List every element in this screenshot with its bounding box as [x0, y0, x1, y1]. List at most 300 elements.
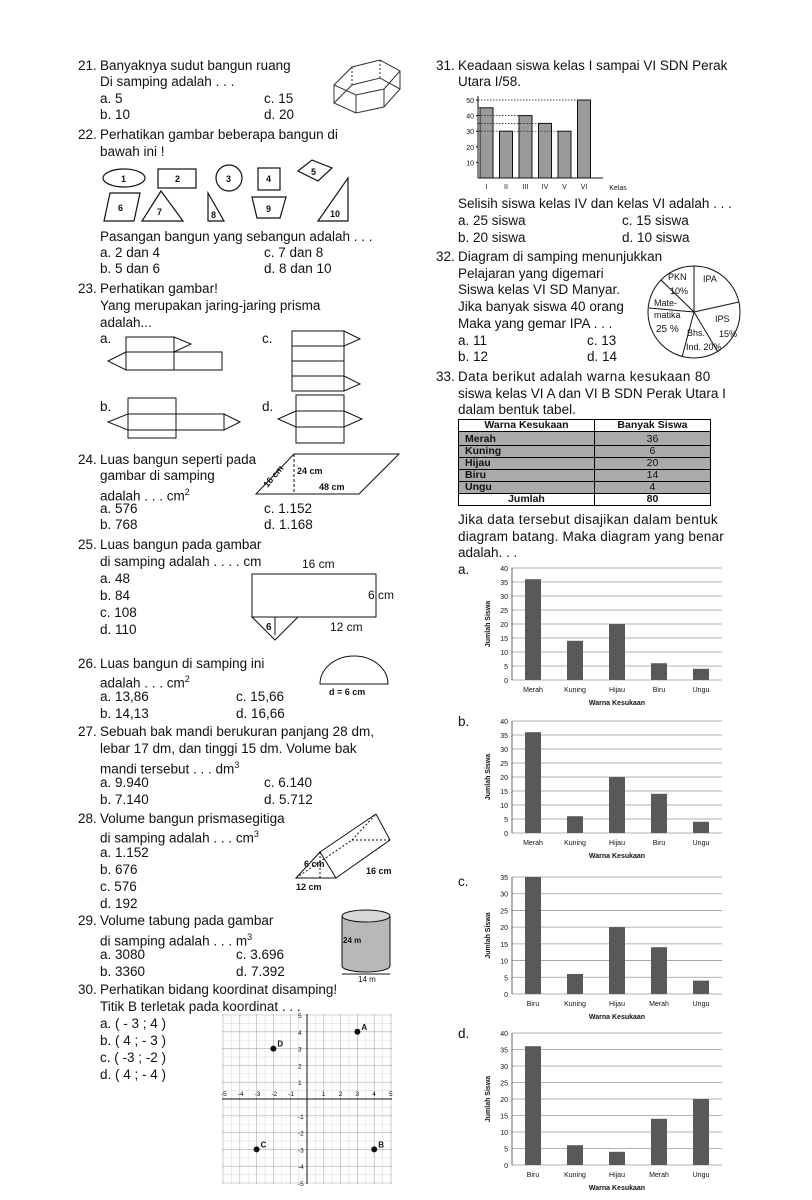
q23-text-2: Yang merupakan jaring-jaring prisma [100, 298, 321, 313]
q21-text-1: Banyaknya sudut bangun ruang [100, 58, 291, 73]
q24-option-c: c. 1.152 [264, 501, 313, 516]
q33-option-c-label: c. [458, 874, 469, 889]
q30-text-2: Titik B terletak pada koordinat . . . [100, 999, 301, 1014]
subject-pie-chart [646, 262, 746, 362]
q29-option-a: a. 3080 [100, 947, 146, 962]
x-tick-label: Ungu [692, 1172, 710, 1179]
q25-option-b: b. 84 [100, 588, 131, 603]
x-axis-label: Warna Kesukaan [588, 1014, 646, 1021]
q27-option-b: b. 7.140 [100, 792, 149, 807]
y-axis-label: Jumlah Siswa [485, 753, 492, 801]
x-tick-label: Merah [649, 1172, 669, 1179]
q26-option-b: b. 14,13 [100, 706, 149, 721]
shape-label-8: 8 [211, 210, 217, 220]
q31-option-c: c. 15 siswa [622, 213, 689, 228]
q26-option-c: c. 15,66 [236, 689, 285, 704]
x-tick-label: Hijau [609, 840, 625, 847]
q28-option-d: d. 192 [100, 896, 138, 911]
table-row [459, 446, 711, 458]
q32-number: 32. [436, 249, 455, 264]
x-tick-label: 1 [321, 1091, 326, 1098]
q21-option-b: b. 10 [100, 107, 131, 122]
q28-fig-height-label: 6 cm [304, 859, 325, 869]
q28-fig-base-label: 12 cm [296, 882, 322, 892]
bar-kuning [567, 974, 583, 994]
bar-hijau [609, 927, 625, 994]
x-tick-label: III [522, 184, 529, 191]
q21-option-c: c. 15 [264, 91, 294, 106]
q27-text-1: Sebuah bak mandi berukuran panjang 28 dm, [100, 724, 374, 739]
x-tick-label: Biru [652, 687, 666, 694]
y-tick-label: 40 [500, 566, 508, 573]
x-tick-label: Kuning [564, 687, 586, 694]
q24-text-3: adalah . . . $cm^2$ [100, 487, 190, 504]
q28-number: 28. [78, 811, 97, 826]
q23-option-a: a. [100, 331, 112, 346]
y-tick-label: 30 [500, 594, 508, 601]
bar-ungu [693, 1099, 709, 1165]
q32-option-c: c. 13 [587, 333, 617, 348]
y-tick-label: 35 [500, 580, 508, 587]
q28-option-a: a. 1.152 [100, 845, 149, 860]
q31-option-d: d. 10 siswa [622, 230, 690, 245]
shape-label-7: 7 [157, 207, 163, 217]
q33-text-6: adalah. . . [458, 545, 518, 560]
q24-option-a: a. 576 [100, 501, 138, 516]
q31-text-2: Utara I/58. [458, 74, 522, 89]
shape-label-9: 9 [266, 204, 272, 214]
q30-text-1: Perhatikan bidang koordinat disamping! [100, 982, 338, 997]
y-tick-label: 25 [500, 1080, 508, 1088]
q28-fig-length-label: 16 cm [366, 866, 392, 876]
point-label-a: A [361, 1022, 368, 1032]
x-tick-label: Ungu [692, 687, 710, 694]
y-tick-label: 25 [500, 761, 508, 768]
q24-fig-base-label: 48 cm [319, 482, 345, 492]
pie-label-math-1: Mate- [654, 298, 678, 308]
y-tick-label: 4 [298, 1029, 302, 1037]
x-tick-label: Biru [652, 840, 666, 847]
q26-option-a: a. 13,86 [100, 689, 149, 704]
x-axis-label: Kelas [609, 185, 627, 192]
y-tick-label: 40 [500, 719, 508, 726]
q24-text-2: gambar di samping [100, 468, 215, 483]
net-figure-c [280, 328, 370, 394]
bar-kelas-III [519, 116, 532, 178]
q24-fig-slant-label: 16 cm [261, 463, 286, 490]
bar-kelas-VI [578, 100, 591, 178]
table-header-color: Warna Kesukaan [459, 420, 595, 432]
y-tick-label: 0 [504, 992, 508, 999]
q25-fig-side-label: 6 cm [368, 588, 395, 602]
class-bar-chart [458, 92, 648, 194]
bar-kuning [567, 816, 583, 833]
bar-kelas-IV [539, 123, 552, 178]
q33-text-1: Data berikut adalah warna kesukaan 80 [458, 369, 711, 384]
x-tick-label: Hijau [609, 1001, 625, 1008]
color-preference-table [458, 419, 711, 506]
x-tick-label: II [504, 184, 508, 191]
table-cell: Ungu [459, 482, 595, 494]
q25-number: 25. [78, 537, 97, 552]
table-cell: 4 [594, 482, 710, 494]
bar-merah [651, 947, 667, 994]
q25-option-c: c. 108 [100, 605, 137, 620]
q30-option-c: c. ( -3 ; -2 ) [100, 1050, 167, 1065]
q30-option-b: b. ( 4 ; - 3 ) [100, 1033, 167, 1048]
q29-number: 29. [78, 913, 97, 928]
x-tick-label: -2 [271, 1091, 278, 1098]
y-tick-label: -1 [298, 1113, 304, 1121]
q25-text-2: di samping adalah . . . . cm [100, 554, 262, 569]
q31-option-b: b. 20 siswa [458, 230, 526, 245]
y-tick-label: 25 [500, 608, 508, 615]
y-tick-label: 15 [500, 636, 508, 643]
bar-ungu [693, 822, 709, 833]
y-tick-label: 15 [500, 789, 508, 796]
q22-option-d: d. 8 dan 10 [264, 261, 332, 276]
net-figure-d [272, 392, 372, 446]
q33-number: 33. [436, 369, 455, 384]
triangular-prism-figure [290, 808, 410, 894]
x-tick-label: Kuning [564, 1001, 586, 1008]
y-tick-label: 2 [298, 1063, 302, 1071]
q31-text-3: Selisih siswa kelas IV dan kelas VI adalah . . . [458, 196, 732, 211]
table-header-row [459, 420, 711, 432]
q27-text-3: mandi tersebut . . . $dm^3$ [100, 760, 240, 777]
y-tick-label: -2 [298, 1130, 304, 1138]
q23-number: 23. [78, 281, 97, 296]
y-tick-label: -5 [298, 1181, 304, 1188]
y-tick-label: 20 [500, 622, 508, 629]
q27-text-2: lebar 17 dm, dan tinggi 15 dm. Volume bak [100, 741, 357, 756]
y-tick-label: 20 [500, 1097, 508, 1104]
q31-text-1: Keadaan siswa kelas I sampai VI SDN Perak [458, 58, 728, 73]
bar-merah [651, 1119, 667, 1165]
bar-merah [525, 579, 541, 680]
q28-option-c: c. 576 [100, 879, 137, 894]
pie-label-ind: Ind. 20% [686, 342, 722, 352]
point-label-d: D [277, 1039, 284, 1049]
q21-number: 21. [78, 58, 97, 73]
x-tick-label: Merah [523, 687, 543, 694]
hexagonal-prism-figure [322, 55, 414, 127]
x-tick-label: Hijau [609, 687, 625, 694]
table-total-row [459, 494, 711, 506]
q33-text-2: siswa kelas VI A dan VI B SDN Perak Utara I [458, 386, 726, 401]
bar-kuning [567, 641, 583, 680]
pie-label-bhs: Bhs. [687, 328, 706, 338]
y-tick-label: 5 [504, 817, 508, 824]
table-total-value: 80 [594, 494, 710, 506]
x-tick-label: -1 [288, 1091, 294, 1098]
table-header-count: Banyak Siswa [594, 420, 710, 432]
bar-biru [525, 877, 541, 994]
shape-label-1: 1 [121, 174, 127, 184]
q30-number: 30. [78, 982, 97, 997]
y-tick-label: 40 [500, 1031, 508, 1038]
q32-text-2: Pelajaran yang digemari [458, 266, 604, 281]
bar-hijau [609, 624, 625, 680]
bar-kelas-II [500, 131, 513, 178]
q28-text-1: Volume bangun prismasegitiga [100, 811, 285, 826]
x-tick-label: 5 [389, 1091, 393, 1098]
q25-fig-top-label: 16 cm [302, 557, 335, 571]
q22-option-c: c. 7 dan 8 [264, 245, 324, 260]
y-axis-label: Jumlah Siswa [485, 600, 492, 648]
table-row [459, 482, 711, 494]
q31-number: 31. [436, 58, 455, 73]
q22-text-2: bawah ini ! [100, 144, 165, 159]
table-row [459, 432, 711, 446]
y-tick-label: -3 [298, 1147, 304, 1155]
y-tick-label: -4 [298, 1164, 304, 1172]
shape-label-4: 4 [266, 174, 272, 184]
y-tick-label: 1 [298, 1080, 302, 1088]
q27-option-a: a. 9.940 [100, 775, 149, 790]
q21-option-a: a. 5 [100, 91, 123, 106]
q29-option-c: c. 3.696 [236, 947, 285, 962]
q23-text-3: adalah... [100, 315, 152, 330]
shape-label-10: 10 [330, 209, 341, 219]
x-tick-label: Merah [523, 840, 543, 847]
x-tick-label: Merah [649, 1001, 669, 1008]
x-tick-label: IV [541, 184, 549, 191]
point-b [371, 1146, 377, 1152]
y-tick-label: 30 [466, 129, 474, 137]
x-tick-label: Hijau [609, 1172, 625, 1179]
x-tick-label: -3 [254, 1091, 261, 1098]
q25-option-d: d. 110 [100, 622, 137, 637]
y-tick-label: 25 [500, 908, 508, 916]
y-axis-label: Jumlah Siswa [485, 1075, 492, 1123]
q30-option-d: d. ( 4 ; - 4 ) [100, 1067, 167, 1082]
x-tick-label: Kuning [564, 840, 586, 847]
q23-option-d: d. [262, 399, 274, 414]
net-figure-b [104, 395, 244, 441]
bar-kelas-V [558, 131, 571, 178]
composite-shape-figure [248, 555, 408, 645]
y-tick-label: 3 [298, 1046, 302, 1054]
q33-option-a-label: a. [458, 562, 470, 577]
table-cell: Kuning [459, 446, 595, 458]
pie-label-math-2: matika [654, 310, 681, 320]
option-b-bar-chart [478, 713, 728, 863]
table-row [459, 458, 711, 470]
q32-text-3: Siswa kelas VI SD Manyar. [458, 282, 621, 297]
q29-fig-diameter-label: 14 m [358, 975, 376, 984]
q24-fig-height-label: 24 cm [297, 466, 323, 476]
y-tick-label: 20 [500, 925, 508, 933]
q26-text-2: adalah . . . $cm^2$ [100, 674, 190, 691]
bar-ungu [693, 981, 709, 994]
q32-option-b: b. 12 [458, 349, 489, 364]
q29-option-b: b. 3360 [100, 964, 146, 979]
table-row [459, 470, 711, 482]
q25-option-a: a. 48 [100, 571, 131, 586]
x-tick-label: Biru [526, 1172, 540, 1179]
x-axis-label: Warna Kesukaan [588, 1185, 646, 1192]
cylinder-figure [338, 908, 398, 984]
x-tick-label: -4 [237, 1091, 244, 1098]
q27-option-c: c. 6.140 [264, 775, 313, 790]
q27-option-d: d. 5.712 [264, 792, 313, 807]
shapes-figure [100, 158, 360, 224]
q33-text-4: Jika data tersebut disajikan dalam bentuk [458, 512, 718, 527]
y-tick-label: 10 [500, 958, 508, 966]
q32-text-4: Jika banyak siswa 40 orang [458, 299, 624, 314]
table-cell: 6 [594, 446, 710, 458]
x-axis-label: Warna Kesukaan [588, 853, 646, 860]
y-axis-label: Jumlah Siswa [485, 912, 492, 959]
shape-label-6: 6 [118, 203, 124, 213]
q22-number: 22. [78, 127, 97, 142]
x-tick-label: VI [580, 184, 588, 191]
q27-number: 27. [78, 724, 97, 739]
q29-text-2: di samping adalah . . . $m^3$ [100, 932, 253, 949]
q29-text-1: Volume tabung pada gambar [100, 913, 274, 928]
q24-text-1: Luas bangun seperti pada [100, 452, 257, 467]
table-cell: 36 [594, 432, 710, 446]
y-tick-label: 0 [504, 831, 508, 838]
option-c-bar-chart [478, 869, 728, 1024]
y-tick-label: 20 [466, 144, 474, 152]
table-cell: Hijau [459, 458, 595, 470]
q28-option-b: b. 676 [100, 862, 138, 877]
y-tick-label: 5 [504, 1146, 508, 1154]
x-tick-label: 4 [372, 1091, 376, 1098]
q26-text-1: Luas bangun di samping ini [100, 656, 265, 671]
pie-label-bhs-pct: 15% [719, 329, 738, 339]
y-tick-label: 5 [298, 1013, 302, 1020]
point-d [270, 1046, 276, 1052]
pie-label-ips: IPS [715, 314, 730, 324]
q32-text-5: Maka yang gemar IPA . . . [458, 316, 613, 331]
q26-number: 26. [78, 656, 97, 671]
bar-kuning [567, 1145, 583, 1165]
option-d-bar-chart [478, 1025, 728, 1195]
x-tick-label: V [562, 184, 567, 191]
x-tick-label: Ungu [692, 840, 710, 847]
table-cell: 20 [594, 458, 710, 470]
semicircle-figure [316, 651, 396, 697]
bar-kelas-I [480, 108, 493, 178]
x-axis-label: Warna Kesukaan [588, 700, 646, 707]
q25-fig-bottom-label: 12 cm [330, 620, 363, 634]
y-tick-label: 30 [500, 891, 508, 899]
q29-option-d: d. 7.392 [236, 964, 285, 979]
pie-label-pkn-pct: 10% [670, 286, 689, 296]
table-cell: Merah [459, 432, 595, 446]
q32-text-1: Diagram di samping menunjukkan [458, 249, 663, 264]
bar-biru [651, 663, 667, 680]
table-total-label: Jumlah [459, 494, 595, 506]
bar-biru [525, 1046, 541, 1165]
shape-label-5: 5 [311, 167, 317, 177]
q29-fig-height-label: 24 m [343, 936, 362, 945]
bar-ungu [693, 669, 709, 680]
coordinate-plane [221, 1013, 393, 1188]
q26-option-d: d. 16,66 [236, 706, 285, 721]
q22-option-b: b. 5 dan 6 [100, 261, 161, 276]
q31-option-a: a. 25 siswa [458, 213, 526, 228]
q30-option-a: a. ( - 3 ; 4 ) [100, 1016, 167, 1031]
pie-label-ipa: IPA [703, 274, 717, 284]
q23-option-b: b. [100, 399, 112, 414]
x-tick-label: -5 [221, 1091, 227, 1098]
x-tick-label: Biru [526, 1001, 540, 1008]
y-tick-label: 30 [500, 747, 508, 754]
y-tick-label: 40 [466, 113, 474, 121]
q33-text-5: diagram batang. Maka diagram yang benar [458, 529, 724, 544]
shape-label-3: 3 [226, 174, 232, 184]
parallelogram-figure [254, 452, 404, 498]
y-tick-label: 15 [500, 941, 508, 949]
q22-option-a: a. 2 dan 4 [100, 245, 161, 260]
x-tick-label: Ungu [692, 1001, 710, 1008]
q23-text-1: Perhatikan gambar! [100, 281, 218, 296]
y-tick-label: 5 [504, 664, 508, 671]
q25-fig-triangle-label: 6 [266, 622, 272, 633]
bar-hijau [609, 1152, 625, 1165]
net-figure-a [104, 334, 234, 374]
q21-option-d: d. 20 [264, 107, 295, 122]
y-tick-label: 0 [504, 678, 508, 685]
q25-text-1: Luas bangun pada gambar [100, 537, 262, 552]
bar-merah [525, 732, 541, 833]
bar-hijau [609, 777, 625, 833]
pie-label-math-pct: 25 % [656, 324, 679, 335]
y-tick-label: 10 [466, 160, 474, 168]
q26-fig-diameter-label: d = 6 cm [329, 687, 366, 697]
q33-option-d-label: d. [458, 1026, 470, 1041]
point-label-c: C [260, 1140, 267, 1150]
x-tick-label: Kuning [564, 1172, 586, 1179]
pie-label-pkn: PKN [668, 272, 687, 282]
y-tick-label: 10 [500, 650, 508, 657]
q23-option-c: c. [262, 331, 273, 346]
option-a-bar-chart [478, 560, 728, 710]
q24-number: 24. [78, 452, 97, 467]
q28-text-2: di samping adalah . . . $cm^3$ [100, 829, 259, 846]
bar-biru [651, 794, 667, 833]
x-tick-label: I [485, 184, 488, 191]
q24-option-d: d. 1.168 [264, 517, 313, 532]
q32-option-d: d. 14 [587, 349, 618, 364]
y-tick-label: 35 [500, 1047, 508, 1055]
y-tick-label: 35 [500, 733, 508, 740]
y-tick-label: 30 [500, 1064, 508, 1071]
q32-option-a: a. 11 [458, 333, 488, 348]
y-tick-label: 5 [504, 975, 508, 983]
q22-text-3: Pasangan bangun yang sebangun adalah . . . [100, 229, 373, 244]
y-tick-label: 10 [500, 1130, 508, 1137]
y-tick-label: 15 [500, 1113, 508, 1121]
y-tick-label: 35 [500, 875, 508, 882]
q22-text-1: Perhatikan gambar beberapa bangun di [100, 127, 338, 142]
q24-option-b: b. 768 [100, 517, 138, 532]
x-tick-label: 3 [355, 1091, 360, 1098]
point-c [254, 1146, 260, 1152]
y-tick-label: 20 [500, 775, 508, 782]
table-cell: 14 [594, 470, 710, 482]
table-cell: Biru [459, 470, 595, 482]
q33-option-b-label: b. [458, 714, 470, 729]
x-tick-label: 2 [338, 1091, 343, 1098]
y-tick-label: 0 [504, 1163, 508, 1170]
q33-text-3: dalam bentuk tabel. [458, 402, 576, 417]
point-label-b: B [378, 1140, 384, 1150]
